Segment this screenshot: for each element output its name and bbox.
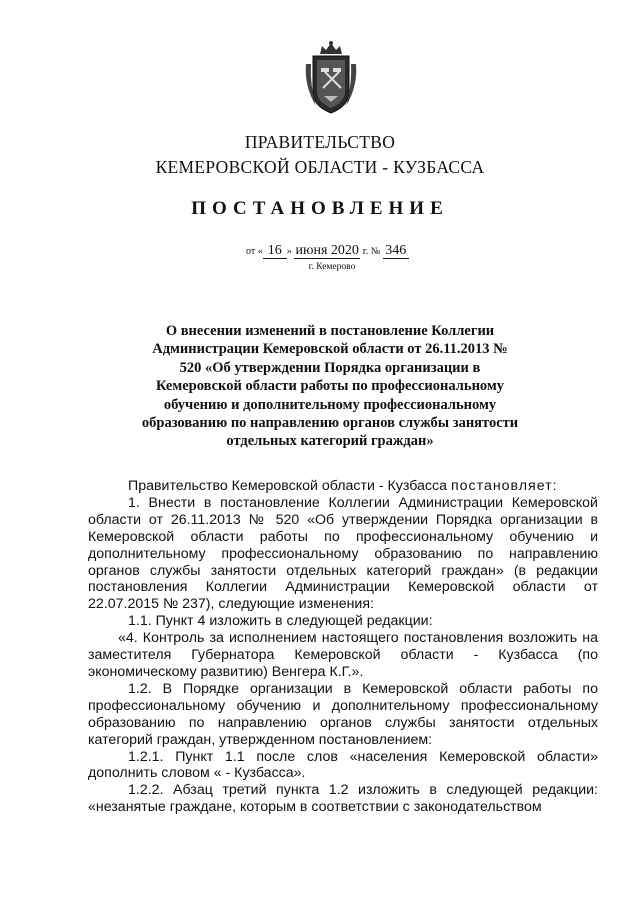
paragraph-1-2-2: 1.2.2. Абзац третий пункта 1.2 изложить в следующей редакции: «незанятые граждане, которым в соответствии с законодательством	[88, 782, 598, 816]
organization-name-line2: КЕМЕРОВСКОЙ ОБЛАСТИ - КУЗБАССА	[155, 157, 485, 177]
document-body	[88, 478, 598, 816]
date-number-line	[246, 244, 409, 259]
paragraph-1: 1. Внести в постановление Коллегии Администрации Кемеровской области от 26.11.2013 № 520 «Об утверждении Порядка организации в Кемеровской области работы по профессиональному обучению и дополнительному профессиональному образованию по направлению органов службы занятости отдельных категорий граждан» (в редакции постановления Коллегии Администрации Кемеровской области от 22.07.2015 № 237), следующие изменения:	[88, 494, 598, 613]
organization-name-line1: ПРАВИТЕЛЬСТВО	[244, 132, 396, 152]
date-year-suffix: г.	[362, 246, 369, 257]
city: г. Кемерово	[308, 262, 356, 272]
document-title: О внесении изменений в постановление Коллегии Администрации Кемеровской области от 26.11.2013 № 520 «Об утверждении Порядка организации в Кемеровской области работы по профессиональному обучению и дополнительному профессиональному образованию по направлению органов службы занятости отдельных категорий граждан»	[141, 323, 519, 450]
paragraph-quote: «4. Контроль за исполнением настоящего постановления возложить на заместителя Губернатора Кемеровской области - Кузбасса (по экономическому развитию) Венгера К.Г.».	[88, 630, 598, 680]
date-month-year: июня 2020	[295, 243, 359, 258]
intro-resolves: постановляет:	[450, 478, 558, 494]
coat-of-arms-emblem	[300, 40, 362, 116]
document-number: 346	[383, 244, 409, 259]
intro-text: Правительство Кемеровской области - Кузбасса	[128, 478, 451, 494]
paragraph-1-1: 1.1. Пункт 4 изложить в следующей редакции:	[128, 613, 433, 630]
intro-paragraph	[88, 478, 598, 495]
date-prefix: от «	[246, 246, 263, 257]
document-type: ПОСТАНОВЛЕНИЕ	[191, 198, 449, 219]
date-close-quote: »	[286, 246, 292, 257]
number-label: №	[370, 246, 381, 257]
date-day: 16	[263, 244, 287, 259]
paragraph-1-2-1: 1.2.1. Пункт 1.1 после слов «населения Кемеровской области» дополнить словом « - Кузбасса».	[88, 748, 598, 782]
paragraph-1-2: 1.2. В Порядке организации в Кемеровской области работы по профессиональному обучению и дополнительному профессиональному образованию по направлению органов службы занятости отдельных категорий граждан, утвержденном постановлением:	[88, 680, 598, 748]
